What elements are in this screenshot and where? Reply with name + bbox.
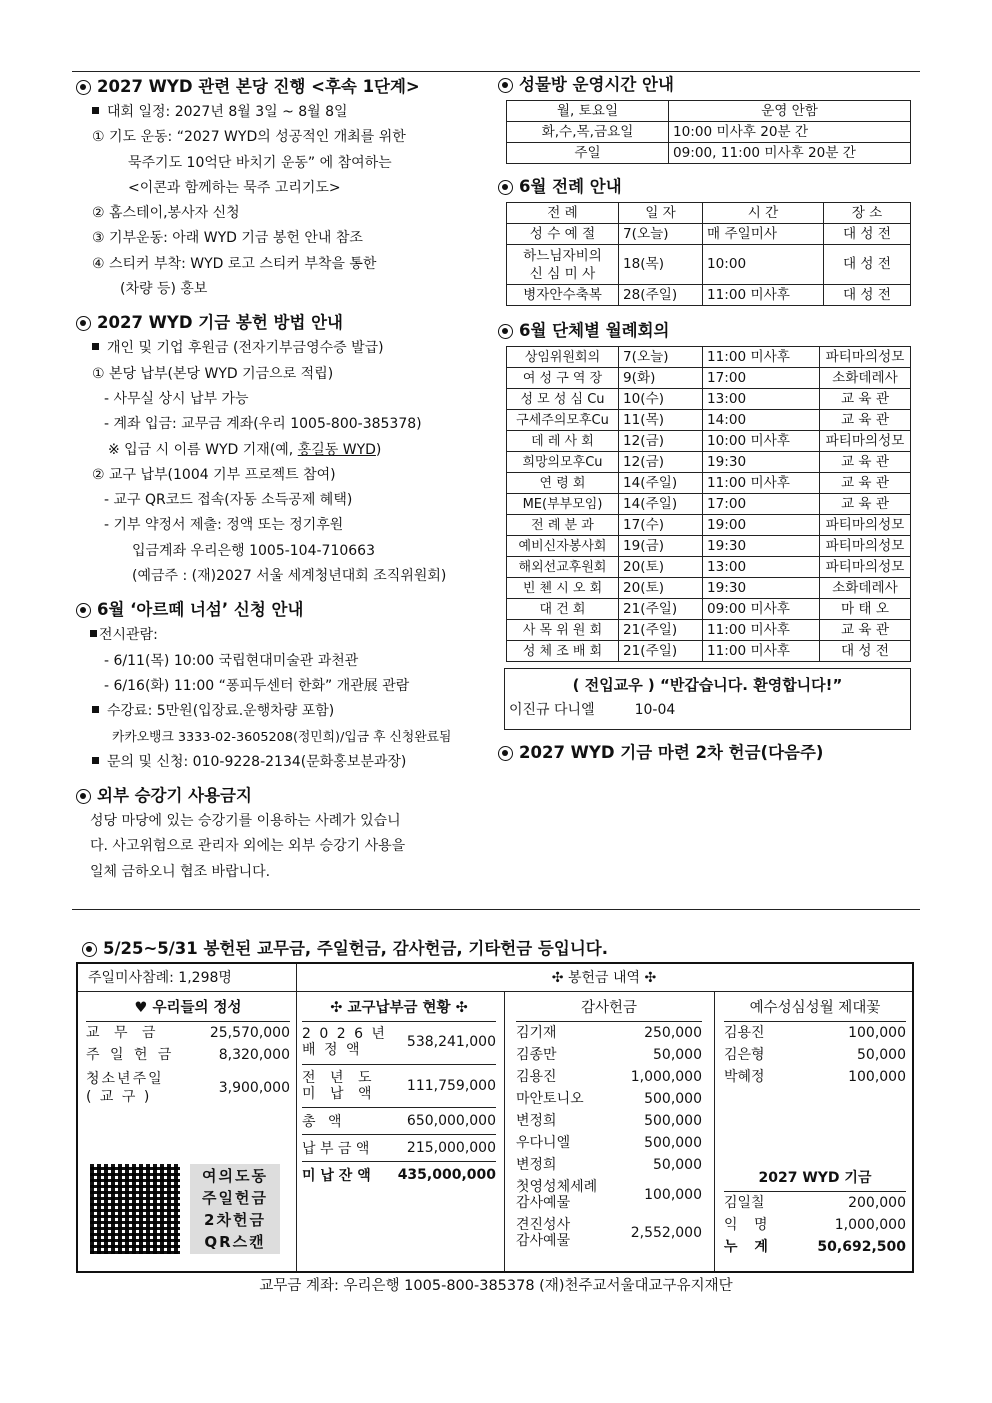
table-cell: 17:00 xyxy=(703,494,820,515)
welcome-box xyxy=(504,668,911,730)
list-item: 첫영성체세례 감사예물 100,000 xyxy=(516,1179,702,1211)
section-title-wyd-fund: 2027 WYD 기금 봉헌 방법 안내 xyxy=(76,312,496,334)
table-cell: 병자안수축복 xyxy=(507,285,619,306)
list-item: - 6/11(목) 10:00 국립현대미술관 과천관 xyxy=(104,652,359,669)
circle-bullet-icon xyxy=(498,324,513,339)
list-item: 전 년 도 미 납 액 111,759,000 xyxy=(302,1070,496,1102)
table-cell: 마 태 오 xyxy=(820,599,911,620)
diocese-title: ✣ 교구납부금 현황 ✣ xyxy=(330,1000,468,1016)
top-rule xyxy=(72,71,920,72)
wyd-fund-title: 2027 WYD 기금 xyxy=(758,1170,872,1186)
list-item: 박혜정 100,000 xyxy=(724,1069,906,1085)
section-title-shop-hours: 성물방 운영시간 안내 xyxy=(498,74,914,96)
table-row xyxy=(507,599,911,620)
table-cell: 19:30 xyxy=(703,452,820,473)
circle-bullet-icon xyxy=(498,180,513,195)
heart-column xyxy=(86,997,290,1106)
table-cell: 7(오늘) xyxy=(619,347,703,368)
table-cell: 10:00 xyxy=(703,245,824,285)
list-item: 개인 및 기업 후원금 (전자기부금영수증 발급) xyxy=(92,336,496,361)
table-cell: 희망의모후Cu xyxy=(507,452,619,473)
circle-bullet-icon xyxy=(498,746,513,761)
table-cell: ME(부부모임) xyxy=(507,494,619,515)
attendance: 주일미사참례: 1,298명 xyxy=(88,970,232,986)
square-bullet-icon xyxy=(92,343,99,350)
table-row xyxy=(507,620,911,641)
table-row xyxy=(507,494,911,515)
table-cell: 예비신자봉사회 xyxy=(507,536,619,557)
table-cell: 14:00 xyxy=(703,410,820,431)
table-cell: 상임위원회의 xyxy=(507,347,619,368)
table-cell: 데 레 사 회 xyxy=(507,431,619,452)
section-title-elevator: 외부 승강기 사용금지 xyxy=(76,785,496,807)
circle-bullet-icon xyxy=(76,789,91,804)
table-cell: 11(목) xyxy=(619,410,703,431)
table-cell: 파티마의성모 xyxy=(820,536,911,557)
table-cell: 19:30 xyxy=(703,536,820,557)
table-cell: 교 육 관 xyxy=(820,389,911,410)
table-cell: 빈 첸 시 오 회 xyxy=(507,578,619,599)
list-item: 총 액 650,000,000 xyxy=(302,1113,496,1130)
qr-code[interactable] xyxy=(90,1164,180,1254)
section-title-wyd-second-offering: 2027 WYD 기금 마련 2차 헌금(다음주) xyxy=(498,742,914,764)
list-item: 2 0 2 6 년 배 정 액 538,241,000 xyxy=(302,1026,496,1058)
table-cell: 매 주일미사 xyxy=(703,224,824,245)
section-title-arte: 6월 ‘아르떼 너섬’ 신청 안내 xyxy=(76,599,496,621)
list-item: ④ 스티커 부착: WYD 로고 스티커 부착을 통한 xyxy=(92,255,377,272)
list-item: 변정희 500,000 xyxy=(516,1113,702,1129)
table-row xyxy=(507,578,911,599)
table-row xyxy=(507,641,911,662)
table-row xyxy=(507,389,911,410)
table-cell: 대 성 전 xyxy=(824,285,911,306)
list-item: 익 명 1,000,000 xyxy=(724,1217,906,1233)
table-cell: 전 례 xyxy=(507,203,619,224)
list-item: 묵주기도 10억단 바치기 운동” 에 참여하는 xyxy=(128,154,392,171)
table-cell: 10(수) xyxy=(619,389,703,410)
table-cell: 성 수 예 절 xyxy=(507,224,619,245)
list-item: 교 무 금 25,570,000 xyxy=(86,1025,290,1041)
table-row xyxy=(507,285,911,306)
list-item: 견진성사 감사예물 2,552,000 xyxy=(516,1217,702,1249)
table-cell: 11:00 미사후 xyxy=(703,473,820,494)
list-item: 김용진 100,000 xyxy=(724,1025,906,1041)
table-row xyxy=(507,536,911,557)
table-cell: 12(금) xyxy=(619,452,703,473)
offerings-box xyxy=(76,962,914,1273)
table-cell: 9(화) xyxy=(619,368,703,389)
list-item: 김종만 50,000 xyxy=(516,1047,702,1063)
list-item: ③ 기부운동: 아래 WYD 기금 봉헌 안내 참조 xyxy=(92,230,363,247)
list-item: ② 홈스테이,봉사자 신청 xyxy=(92,205,240,222)
offering-header: ✣ 봉헌금 내역 ✣ xyxy=(551,970,657,986)
table-cell: 11:00 미사후 xyxy=(703,620,820,641)
section-title-meetings: 6월 단체별 월례회의 xyxy=(498,320,914,342)
circle-bullet-icon xyxy=(76,603,91,618)
list-item: - 기부 약정서 제출: 정액 또는 정기후원 xyxy=(104,517,344,534)
table-cell: 19:30 xyxy=(703,578,820,599)
square-bullet-icon xyxy=(92,706,99,713)
flowers-column xyxy=(724,997,906,1088)
qr-caption: 여의도동 주일헌금 2차헌금 QR스캔 xyxy=(190,1164,280,1254)
table-cell: 교 육 관 xyxy=(820,452,911,473)
list-item: ② 교구 납부(1004 기부 프로젝트 참여) xyxy=(92,466,336,483)
table-cell: 파티마의성모 xyxy=(820,431,911,452)
list-item: 우다니엘 500,000 xyxy=(516,1135,702,1151)
table-cell: 일 자 xyxy=(619,203,703,224)
list-item: (차량 등) 홍보 xyxy=(120,281,208,298)
table-cell: 성 체 조 배 회 xyxy=(507,641,619,662)
table-cell: 11:00 미사후 xyxy=(703,285,824,306)
liturgy-table xyxy=(506,202,911,306)
list-item: 미 납 잔 액 435,000,000 xyxy=(302,1167,496,1184)
table-cell: 교 육 관 xyxy=(820,620,911,641)
table-cell: 11:00 미사후 xyxy=(703,347,820,368)
square-bullet-icon xyxy=(92,107,99,114)
table-cell: 장 소 xyxy=(824,203,911,224)
list-item: ① 기도 운동: “2027 WYD의 성공적인 개최를 위한 xyxy=(92,129,406,146)
table-cell: 시 간 xyxy=(703,203,824,224)
table-cell: 소화데레사 xyxy=(820,578,911,599)
table-cell: 13:00 xyxy=(703,389,820,410)
table-cell: 화,수,목,금요일 xyxy=(507,122,669,143)
table-row xyxy=(507,224,911,245)
table-row xyxy=(507,203,911,224)
circle-bullet-icon xyxy=(82,942,97,957)
table-cell: 해외선교후원회 xyxy=(507,557,619,578)
table-row xyxy=(507,101,911,122)
list-item: 카카오뱅크 3333-02-3605208(정민희)/입금 후 신청완료됨 xyxy=(112,729,452,745)
table-cell: 대 건 회 xyxy=(507,599,619,620)
table-cell: 19(금) xyxy=(619,536,703,557)
table-cell: 17(수) xyxy=(619,515,703,536)
table-row xyxy=(507,245,911,285)
paragraph-line: 일체 금하오니 협조 바랍니다. xyxy=(90,863,271,880)
left-column xyxy=(76,76,496,885)
table-cell: 10:00 미사후 20분 간 xyxy=(669,122,911,143)
list-item: 대회 일정: 2027년 8월 3일 ~ 8월 8일 xyxy=(92,100,496,125)
table-cell: 교 육 관 xyxy=(820,494,911,515)
table-cell: 21(주일) xyxy=(619,599,703,620)
table-cell: 20(토) xyxy=(619,578,703,599)
list-item: 입금계좌 우리은행 1005-104-710663 xyxy=(132,542,375,559)
table-cell: 17:00 xyxy=(703,368,820,389)
table-cell: 10:00 미사후 xyxy=(703,431,820,452)
table-cell: 14(주일) xyxy=(619,473,703,494)
welcome-entry: 이진규 다니엘 10-04 xyxy=(509,702,676,718)
table-cell: 14(주일) xyxy=(619,494,703,515)
table-cell: 연 령 회 xyxy=(507,473,619,494)
diocese-column xyxy=(302,997,496,1188)
account-footer: 교무금 계좌: 우리은행 1005-800-385378 (재)천주교서울대교구유지재단 xyxy=(259,1278,733,1294)
section-title-offerings: 5/25~5/31 봉헌된 교무금, 주일헌금, 감사헌금, 기타헌금 등입니다. xyxy=(82,938,608,960)
list-item: 김기재 250,000 xyxy=(516,1025,702,1041)
table-cell: 성 모 성 심 Cu xyxy=(507,389,619,410)
table-cell: 소화데레사 xyxy=(820,368,911,389)
table-cell: 운영 안함 xyxy=(669,101,911,122)
table-row xyxy=(507,122,911,143)
list-item: 납 부 금 액 215,000,000 xyxy=(302,1140,496,1157)
table-cell: 파티마의성모 xyxy=(820,557,911,578)
list-item: 김은형 50,000 xyxy=(724,1047,906,1063)
paragraph-line: 다. 사고위험으로 관리자 외에는 외부 승강기 사용을 xyxy=(90,838,406,855)
list-item: - 계좌 입금: 교무금 계좌(우리 1005-800-385378) xyxy=(104,416,422,433)
flowers-title: 예수성심성월 제대꽃 xyxy=(749,1000,881,1016)
table-cell: 월, 토요일 xyxy=(507,101,669,122)
list-item: 김일칠 200,000 xyxy=(724,1195,906,1211)
table-row xyxy=(507,557,911,578)
circle-bullet-icon xyxy=(76,80,91,95)
table-cell: 교 육 관 xyxy=(820,410,911,431)
list-item: 수강료: 5만원(입장료.운행차량 포함) xyxy=(90,699,496,724)
square-bullet-icon xyxy=(90,630,97,637)
table-row xyxy=(507,347,911,368)
list-item: 전시관람: xyxy=(90,623,496,648)
welcome-title: ( 전입교우 ) “반갑습니다. 환영합니다!” xyxy=(572,676,843,694)
table-cell: 파티마의성모 xyxy=(820,347,911,368)
meetings-table xyxy=(506,346,911,662)
table-cell: 21(주일) xyxy=(619,620,703,641)
table-cell: 사 목 위 원 회 xyxy=(507,620,619,641)
table-row xyxy=(507,452,911,473)
table-cell: 파티마의성모 xyxy=(820,515,911,536)
table-cell: 구세주의모후Cu xyxy=(507,410,619,431)
right-column xyxy=(498,74,914,764)
table-cell: 20(토) xyxy=(619,557,703,578)
list-item: ① 본당 납부(본당 WYD 기금으로 적립) xyxy=(92,365,334,382)
table-cell: 대 성 전 xyxy=(820,641,911,662)
table-cell: 11:00 미사후 xyxy=(703,641,820,662)
list-item: - 교구 QR코드 접속(자동 소득공제 혜택) xyxy=(104,492,353,509)
list-item: 청소년주일 ( 교 구 ) 3,900,000 xyxy=(86,1071,290,1105)
table-cell: 주일 xyxy=(507,143,669,164)
table-cell: 19:00 xyxy=(703,515,820,536)
middle-rule xyxy=(72,909,920,910)
table-cell: 하느님자비의 신 심 미 사 xyxy=(507,245,619,285)
section-title-liturgy: 6월 전례 안내 xyxy=(498,176,914,198)
list-item: - 6/16(화) 11:00 “퐁피두센터 한화” 개관展 관람 xyxy=(104,677,410,694)
table-row xyxy=(507,410,911,431)
square-bullet-icon xyxy=(92,757,99,764)
circle-bullet-icon xyxy=(76,316,91,331)
table-cell: 18(목) xyxy=(619,245,703,285)
list-item: <이콘과 함께하는 묵주 고리기도> xyxy=(128,179,341,196)
table-row xyxy=(507,515,911,536)
table-cell: 교 육 관 xyxy=(820,473,911,494)
thanks-column xyxy=(516,997,702,1252)
list-item: 주 일 헌 금 8,320,000 xyxy=(86,1047,290,1063)
table-cell: 21(주일) xyxy=(619,641,703,662)
list-item: 마안토니오 500,000 xyxy=(516,1091,702,1107)
section-title-wyd-progress: 2027 WYD 관련 본당 진행 <후속 1단계> xyxy=(76,76,496,98)
list-item: ※ 입금 시 이름 WYD 기재(예, 홍길동 WYD) xyxy=(108,441,382,458)
table-row xyxy=(507,143,911,164)
table-cell: 대 성 전 xyxy=(824,224,911,245)
table-cell: 여 성 구 역 장 xyxy=(507,368,619,389)
shop-hours-table xyxy=(506,100,911,164)
list-item: (예금주 : (재)2027 서울 세계청년대회 조직위원회) xyxy=(132,568,447,585)
heart-title: ♥ 우리들의 정성 xyxy=(134,1000,242,1016)
table-cell: 09:00 미사후 xyxy=(703,599,820,620)
table-cell: 7(오늘) xyxy=(619,224,703,245)
table-cell: 09:00, 11:00 미사후 20분 간 xyxy=(669,143,911,164)
example-name: 홍길동 WYD xyxy=(297,441,376,458)
paragraph-line: 성당 마당에 있는 승강기를 이용하는 사례가 있습니 xyxy=(90,813,401,830)
circle-bullet-icon xyxy=(498,78,513,93)
table-cell: 28(주일) xyxy=(619,285,703,306)
list-item: 김용진 1,000,000 xyxy=(516,1069,702,1085)
list-item: 누 계 50,692,500 xyxy=(724,1239,906,1255)
table-cell: 대 성 전 xyxy=(824,245,911,285)
table-cell: 전 례 분 과 xyxy=(507,515,619,536)
list-item: - 사무실 상시 납부 가능 xyxy=(104,390,249,407)
table-cell: 12(금) xyxy=(619,431,703,452)
thanks-title: 감사헌금 xyxy=(580,1000,638,1016)
table-cell: 13:00 xyxy=(703,557,820,578)
wyd-fund-column xyxy=(724,1167,906,1258)
list-item: 문의 및 신청: 010-9228-2134(문화홍보분과장) xyxy=(90,750,496,775)
table-row xyxy=(507,368,911,389)
table-row xyxy=(507,473,911,494)
list-item: 변정희 50,000 xyxy=(516,1157,702,1173)
table-row xyxy=(507,431,911,452)
